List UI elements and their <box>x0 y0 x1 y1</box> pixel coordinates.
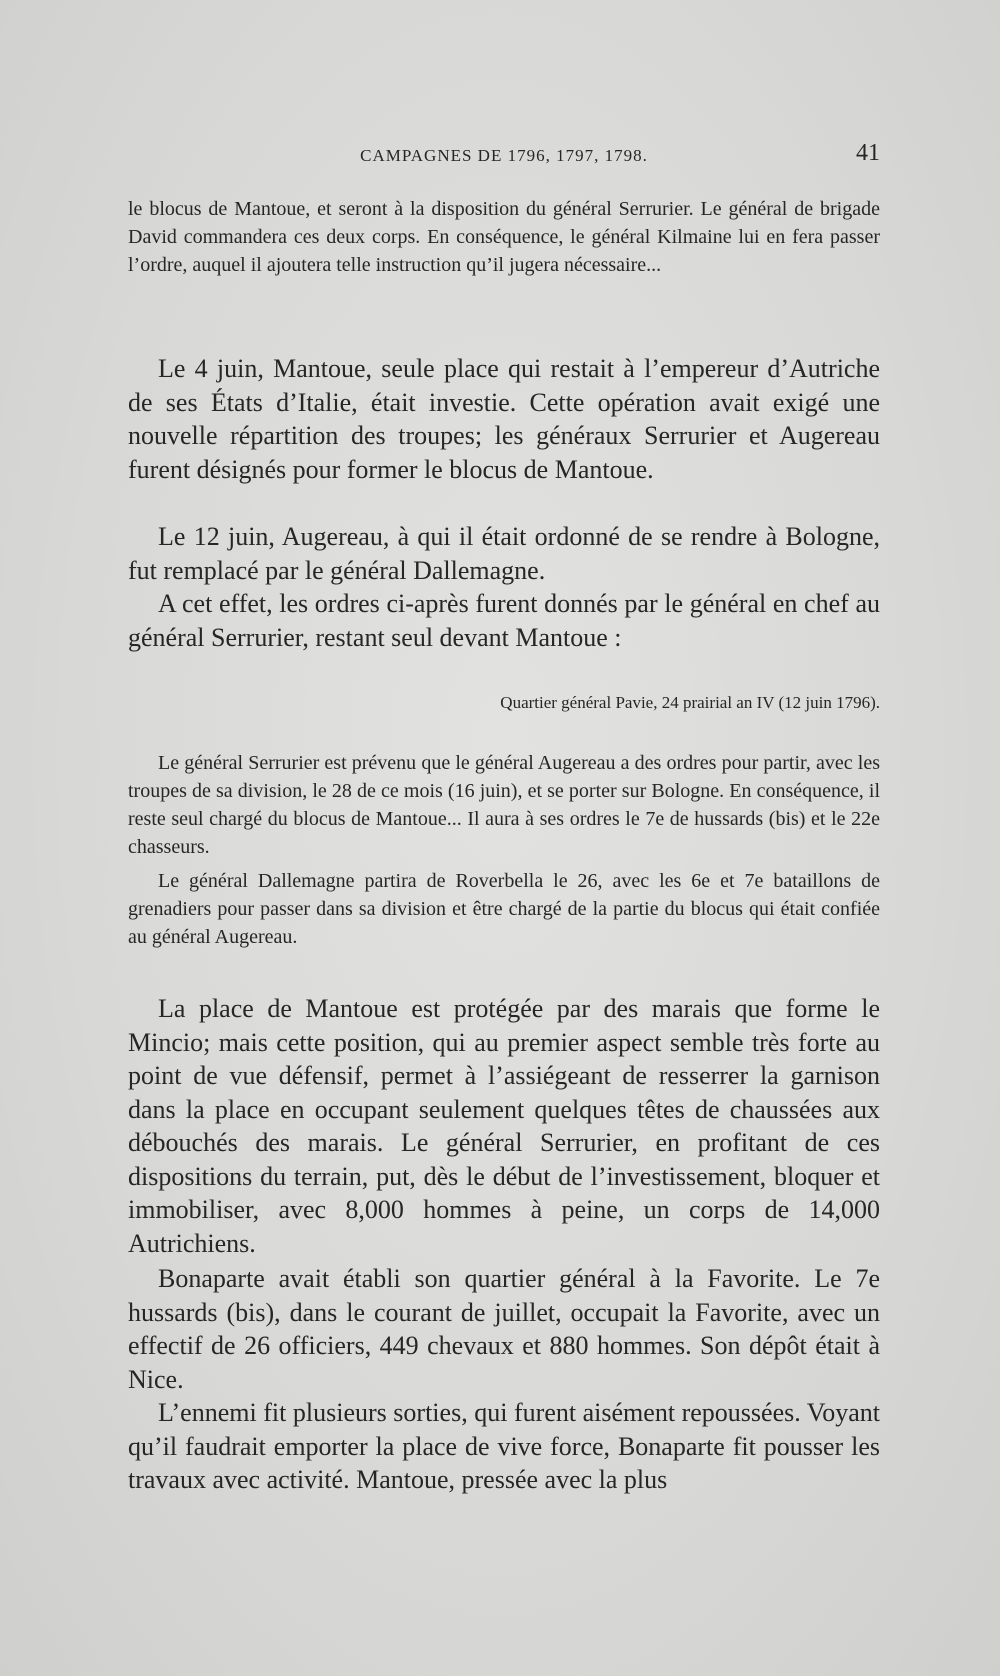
page-header <box>128 140 880 174</box>
paragraph-augereau: Le 12 juin, Augereau, à qui il était ordonné de se rendre à Bologne, fut remplacé par le général Dallemagne. <box>128 522 880 585</box>
letter-paragraph-dallemagne: Le général Dallemagne partira de Roverbella le 26, avec les 6e et 7e bataillons de grenadiers pour passer dans sa division et être chargé de la partie du blocus qui était confiée au général Augereau. <box>128 870 880 948</box>
page-number: 41 <box>856 140 880 166</box>
paragraph-continued: le blocus de Mantoue, et seront à la disposition du général Serrurier. Le général de brigade David commandera ces deux corps. En conséquence, le général Kilmaine lui en fera passer l’ordre, auquel il ajoutera telle instruction qu’il jugera nécessaire... <box>128 198 880 276</box>
letter-paragraph-serrurier: Le général Serrurier est prévenu que le général Augereau a des ordres pour partir, avec les troupes de sa division, le 28 de ce mois (16 juin), et se porter sur Bologne. En conséquence, il reste seul chargé du blocus de Mantoue... Il aura à ses ordres le 7e de hussards (bis) et le 22e chasseurs. <box>128 752 880 858</box>
paragraph-sorties: L’ennemi fit plusieurs sorties, qui furent aisément repoussées. Voyant qu’il faudrait emporter la place de vive force, Bonaparte fit pousser les travaux avec activité. Mantoue, pressée avec la plus <box>128 1398 880 1494</box>
running-head: CAMPAGNES DE 1796, 1797, 1798. <box>360 146 648 165</box>
letter-dateline: Quartier général Pavie, 24 prairial an IV (12 juin 1796). <box>500 693 880 712</box>
paragraph-orders-intro: A cet effet, les ordres ci-après furent donnés par le général en chef au général Serrurier, restant seul devant Mantoue : <box>128 589 880 652</box>
paragraph-mantoue-marais: La place de Mantoue est protégée par des marais que forme le Mincio; mais cette position, qui au premier aspect semble très forte au point de vue défensif, permet à l’assiégeant de resserrer la garnison dans la place en occupant seulement quelques têtes de chaussées aux débouchés des marais. Le général Serrurier, en profitant de ces dispositions du terrain, put, dès le début de l’investissement, bloquer et immobiliser, avec 8,000 hommes à peine, un corps de 14,000 Autrichiens. <box>128 994 880 1258</box>
paragraph-favorite: Bonaparte avait établi son quartier général à la Favorite. Le 7e hussards (bis), dans le courant de juillet, occupait la Favorite, avec un effectif de 26 officiers, 449 chevaux et 880 hommes. Son dépôt était à Nice. <box>128 1264 880 1394</box>
paragraph-investment: Le 4 juin, Mantoue, seule place qui restait à l’empereur d’Autriche de ses États d’Italie, était investie. Cette opération avait exigé une nouvelle répartition des troupes; les généraux Serrurier et Augereau furent désignés pour former le blocus de Mantoue. <box>128 354 880 484</box>
